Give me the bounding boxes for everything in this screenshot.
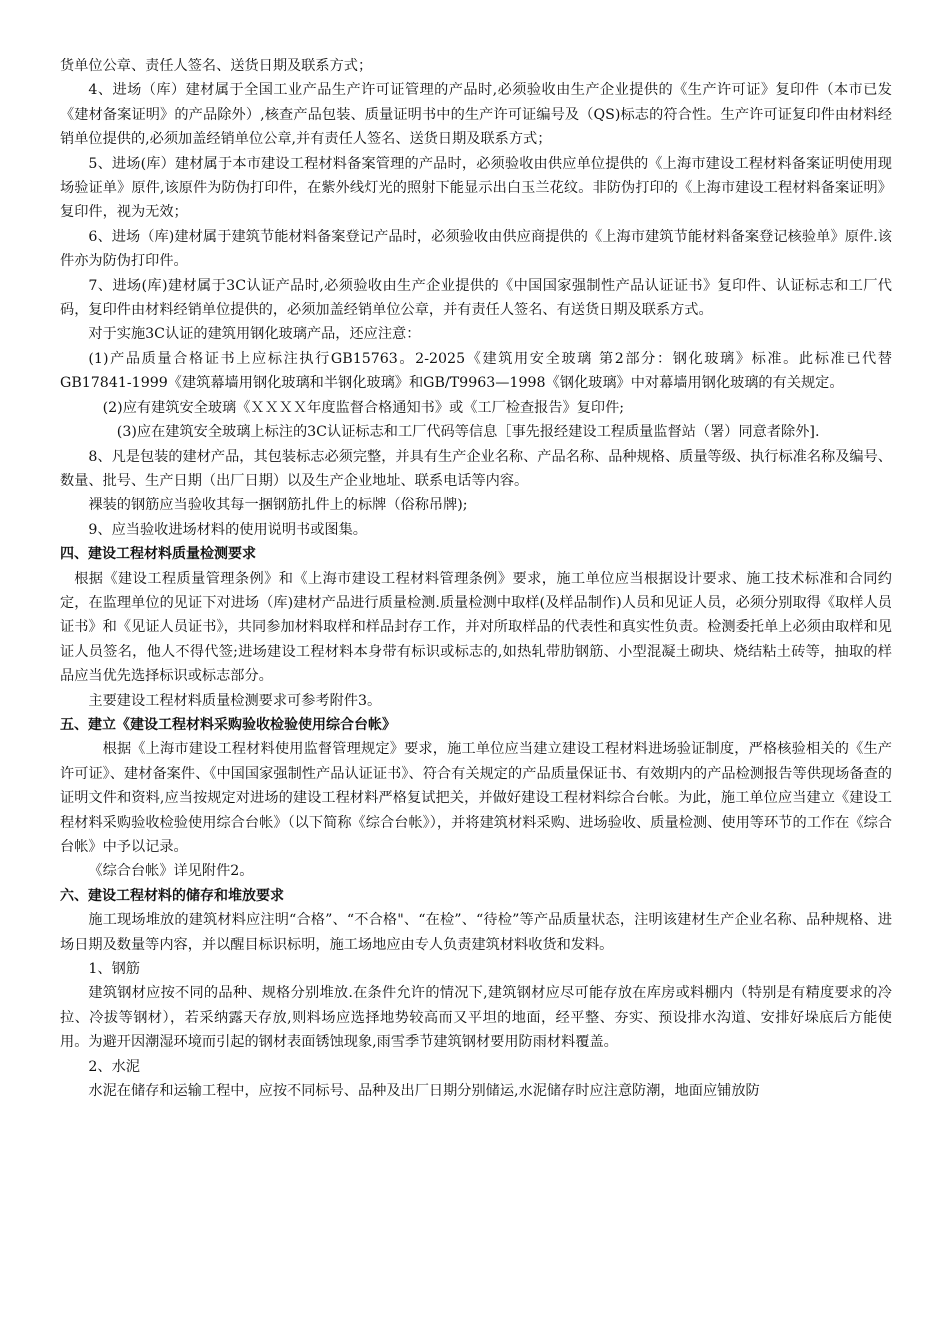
section-6-item-1-body: 建筑钢材应按不同的品种、规格分别堆放.在条件允许的情况下,建筑钢材应尽可能存放在库房或料棚内（特别是有精度要求的冷拉、冷拔等钢材），若采纳露天存放,则料场应选择地势较高而又平坦的地面，经平整、夯实、预设排水沟道、安排好垛底后方能使用。为避开因潮湿环境而引起的钢材表面锈蚀现象,雨雪季节建筑钢材要用防雨材料覆盖。 bbox=[60, 985, 892, 1051]
section-heading-6: 六、建设工程材料的储存和堆放要求 bbox=[60, 887, 284, 904]
section-4-note: 主要建设工程材料质量检测要求可参考附件3。 bbox=[88, 692, 382, 709]
section-6-item-2-body: 水泥在储存和运输工程中，应按不同标号、品种及出厂日期分别储运,水泥储存时应注意防潮，地面应铺放防 bbox=[88, 1083, 760, 1100]
section-heading-4: 四、建设工程材料质量检测要求 bbox=[60, 546, 256, 563]
paragraph-3c-glass-intro: 对于实施3C认证的建筑用钢化玻璃产品，还应注意： bbox=[88, 326, 421, 343]
paragraph-item-9: 9、应当验收进场材料的使用说明书或图集。 bbox=[88, 521, 367, 538]
section-6-item-1-title: 1、钢筋 bbox=[88, 961, 140, 978]
paragraph-item-6: 6、进场（库)建材属于建筑节能材料备案登记产品时，必须验收由供应商提供的《上海市建筑节能材料备案登记核验单》原件.该件亦为防伪打印件。 bbox=[60, 228, 892, 270]
paragraph-item-5: 5、进场(库）建材属于本市建设工程材料备案管理的产品时，必须验收由供应单位提供的《上海市建设工程材料备案证明使用现场验证单》原件,该原件为防伪打印件，在紫外线灯光的照射下能显示出白玉兰花纹。非防伪打印的《上海市建设工程材料备案证明》复印件，视为无效； bbox=[60, 155, 892, 221]
paragraph-item-7: 7、进场(库)建材属于3C认证产品时,必须验收由生产企业提供的《中国国家强制性产品认证证书》复印件、认证标志和工厂代码，复印件由材料经销单位提供的，必须加盖经销单位公章，并有责任人签名、有送货日期及联系方式。 bbox=[60, 277, 892, 319]
paragraph-continuation: 货单位公章、责任人签名、送货日期及联系方式； bbox=[60, 58, 373, 74]
section-5-body: 根据《上海市建设工程材料使用监督管理规定》要求，施工单位应当建立建设工程材料进场验证制度，严格核验相关的《生产许可证》、建材备案件、《中国国家强制性产品认证证书》、符合有关规定的产品质量保证书、有效期内的产品检测报告等供现场备查的证明文件和资料,应当按规定对进场的建设工程材料严格复试把关，并做好建设工程材料综合台帐。为此，施工单位应当建立《建设工程材料采购验收检验使用综合台帐》（以下简称《综合台帐》），并将建筑材料采购、进场验收、质量检测、使用等环节的工作在《综合台帐》中予以记录。 bbox=[60, 741, 892, 855]
paragraph-3c-glass-2: (2)应有建筑安全玻璃《ＸＸＸＸ年度监督合格通知书》或《工厂检查报告》复印件; bbox=[102, 399, 625, 416]
paragraph-rebar-tag: 裸装的钢筋应当验收其每一捆钢筋扎件上的标牌（俗称吊牌); bbox=[88, 497, 468, 514]
document-page bbox=[60, 54, 892, 1103]
section-heading-5: 五、建立《建设工程材料采购验收检验使用综合台帐》 bbox=[60, 716, 396, 733]
section-4-body: 根据《建设工程质量管理条例》和《上海市建设工程材料管理条例》要求，施工单位应当根据设计要求、施工技术标准和合同约定，在监理单位的见证下对进场（库)建材产品进行质量检测.质量检测中取样(及样品制作)人员和见证人员，必须分别取得《取样人员证书》和《见证人员证书》，共同参加材料取样和样品封存工作，并对所取样品的代表性和真实性负责。检测委托单上必须由取样和见证人员签名，他人不得代签;进场建设工程材料本身带有标识或标志的,如热轧带肋钢筋、小型混凝土砌块、烧结粘土砖等，抽取的样品应当优先选择标识或标志部分。 bbox=[60, 570, 892, 685]
paragraph-3c-glass-3: (3)应在建筑安全玻璃上标注的3C认证标志和工厂代码等信息［事先报经建设工程质量监督站（署）同意者除外]. bbox=[116, 424, 820, 441]
paragraph-item-4: 4、进场（库）建材属于全国工业产品生产许可证管理的产品时,必须验收由生产企业提供的《生产许可证》复印件（本市已发《建材备案证明》的产品除外）,核查产品包装、质量证明书中的生产许可证编号及（QS)标志的符合性。生产许可证复印件由材料经销单位提供的,必须加盖经销单位公章,并有责任人签名、送货日期及联系方式； bbox=[60, 82, 892, 148]
paragraph-3c-glass-1: (1)产品质量合格证书上应标注执行GB15763。2-2025《建筑用安全玻璃 第2部分：钢化玻璃》标准。此标准已代替GB17841-1999《建筑幕墙用钢化玻璃和半钢化玻璃》和GB/T9963—1998《钢化玻璃》中对幕墙用钢化玻璃的有关规定。 bbox=[60, 350, 892, 392]
section-6-item-2-title: 2、水泥 bbox=[88, 1058, 140, 1075]
paragraph-item-8: 8、凡是包装的建材产品，其包装标志必须完整，并具有生产企业名称、产品名称、品种规格、质量等级、执行标准名称及编号、数量、批号、生产日期（出厂日期）以及生产企业地址、联系电话等内容。 bbox=[60, 448, 892, 489]
section-6-body: 施工现场堆放的建筑材料应注明“合格”、“不合格"、“在检”、“待检”等产品质量状态，注明该建材生产企业名称、品种规格、进场日期及数量等内容，并以醒目标识标明，施工场地应由专人负责建筑材料收货和发料。 bbox=[60, 912, 892, 953]
section-5-note: 《综合台帐》详见附件2。 bbox=[88, 863, 254, 880]
